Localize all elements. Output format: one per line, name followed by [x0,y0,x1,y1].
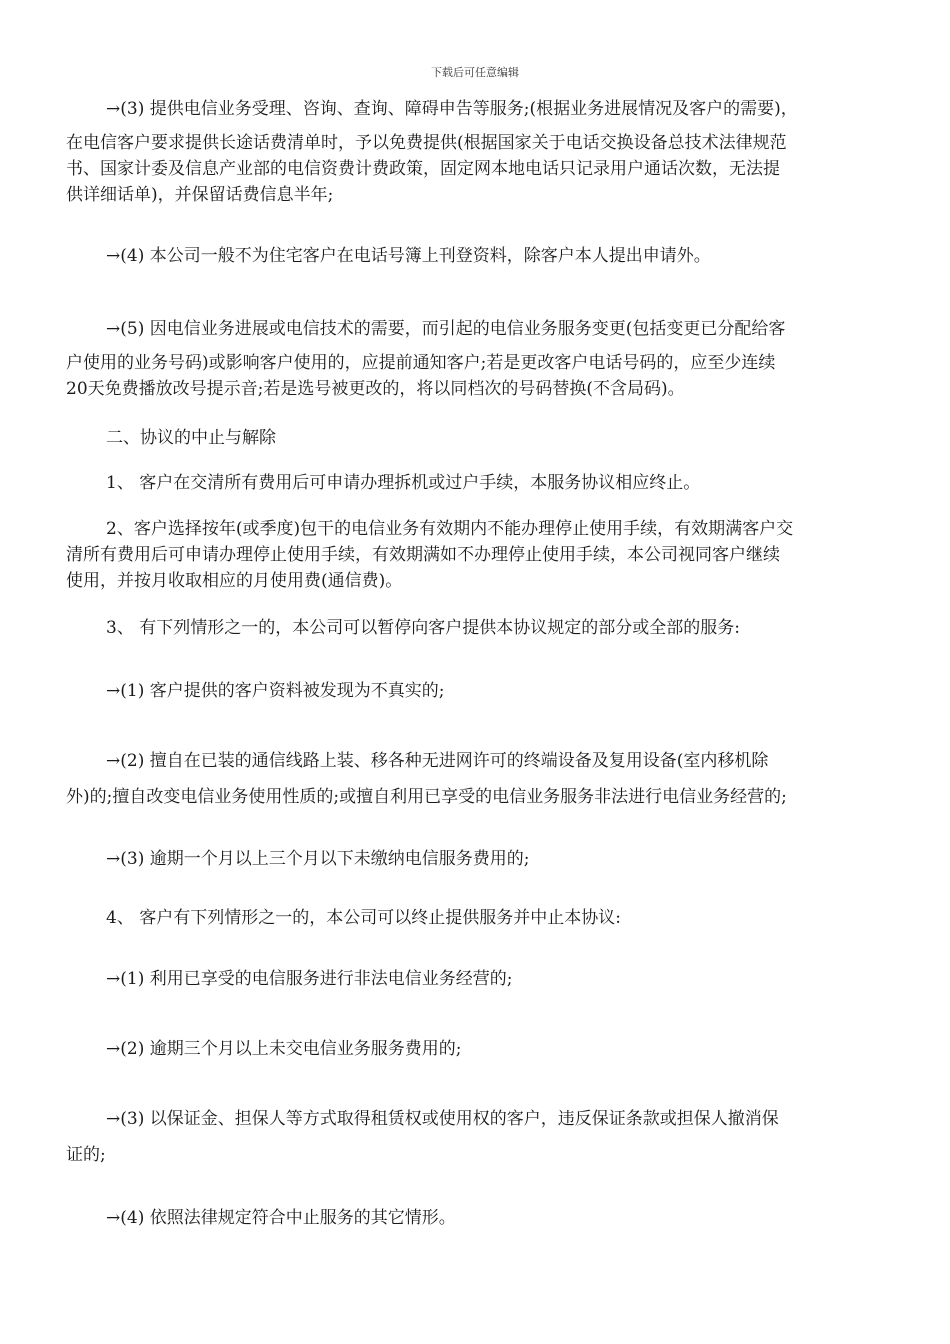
paragraph-line: 3、 有下列情形之一的，本公司可以暂停向客户提供本协议规定的部分或全部的服务: [106,618,740,638]
paragraph-line: 20天免费播放改号提示音;若是选号被更改的，将以同档次的号码替换(不含局码)。 [66,379,685,399]
clause-3-item-2-cont [66,784,890,810]
paragraph-line: →(3) 提供电信业务受理、咨询、查询、障碍申告等服务;(根据业务进展情况及客户的需要)， [106,99,798,119]
clause-4-item-3-cont [66,1142,890,1168]
paragraph-line: 外)的;擅自改变电信业务使用性质的;或擅自利用已享受的电信业务服务非法进行电信业务经营的; [66,787,787,807]
clause-4-item-2 [106,1036,890,1062]
paragraph-line: →(3) 逾期一个月以上三个月以下未缴纳电信服务费用的; [106,849,530,869]
clause-1 [106,470,890,496]
paragraph-line: 书、国家计委及信息产业部的电信资费计费政策，固定网本地电话只记录用户通话次数，无法提 [66,159,780,179]
paragraph-service-3 [106,96,890,122]
paragraph-service-3-cont [66,130,890,208]
clause-2-cont [66,542,890,594]
paragraph-line: →(2) 擅自在已装的通信线路上装、移各种无进网许可的终端设备及复用设备(室内移机除 [106,751,769,771]
clause-4-item-4 [106,1205,890,1231]
paragraph-line: 清所有费用后可申请办理停止使用手续，有效期满如不办理停止使用手续，本公司视同客户继续 [66,545,780,565]
clause-4-item-3 [106,1106,890,1132]
paragraph-line: 使用，并按月收取相应的月使用费(通信费)。 [66,571,403,591]
paragraph-line: →(3) 以保证金、担保人等方式取得租赁权或使用权的客户，违反保证条款或担保人撤消保 [106,1109,779,1129]
clause-3-item-2 [106,748,890,774]
paragraph-line: 证的; [66,1145,106,1165]
paragraph-line: →(2) 逾期三个月以上未交电信业务服务费用的; [106,1039,462,1059]
paragraph-line: →(5) 因电信业务进展或电信技术的需要，而引起的电信业务服务变更(包括变更已分配给客 [106,319,786,339]
page-header: 下载后可任意编辑 [431,66,519,79]
paragraph-line: 4、 客户有下列情形之一的，本公司可以终止提供服务并中止本协议: [106,908,621,928]
paragraph-line: 户使用的业务号码)或影响客户使用的，应提前通知客户;若是更改客户电话号码的，应至少连续 [66,353,776,373]
paragraph-line: 2、客户选择按年(或季度)包干的电信业务有效期内不能办理停止使用手续，有效期满客户交 [106,519,794,539]
paragraph-line: 供详细话单)，并保留话费信息半年; [66,185,334,205]
paragraph-line: →(4) 依照法律规定符合中止服务的其它情形。 [106,1208,456,1228]
clause-3 [106,615,890,641]
paragraph-service-4 [106,243,890,269]
clause-4-item-1 [106,966,890,992]
paragraph-line: 在电信客户要求提供长途话费清单时，予以免费提供(根据国家关于电话交换设备总技术法律规范 [66,133,787,153]
paragraph-service-5 [106,316,890,342]
section-heading [106,425,890,451]
paragraph-line: →(1) 利用已享受的电信服务进行非法电信业务经营的; [106,969,513,989]
clause-3-item-3 [106,846,890,872]
clause-3-item-1 [106,678,890,704]
paragraph-line: →(4) 本公司一般不为住宅客户在电话号簿上刊登资料，除客户本人提出申请外。 [106,246,711,266]
section-heading-text: 二、协议的中止与解除 [106,428,276,448]
clause-4 [106,905,890,931]
paragraph-line: →(1) 客户提供的客户资料被发现为不真实的; [106,681,445,701]
paragraph-line: 1、 客户在交清所有费用后可申请办理拆机或过户手续，本服务协议相应终止。 [106,473,701,493]
clause-2 [106,516,890,542]
paragraph-service-5-cont [66,350,890,402]
